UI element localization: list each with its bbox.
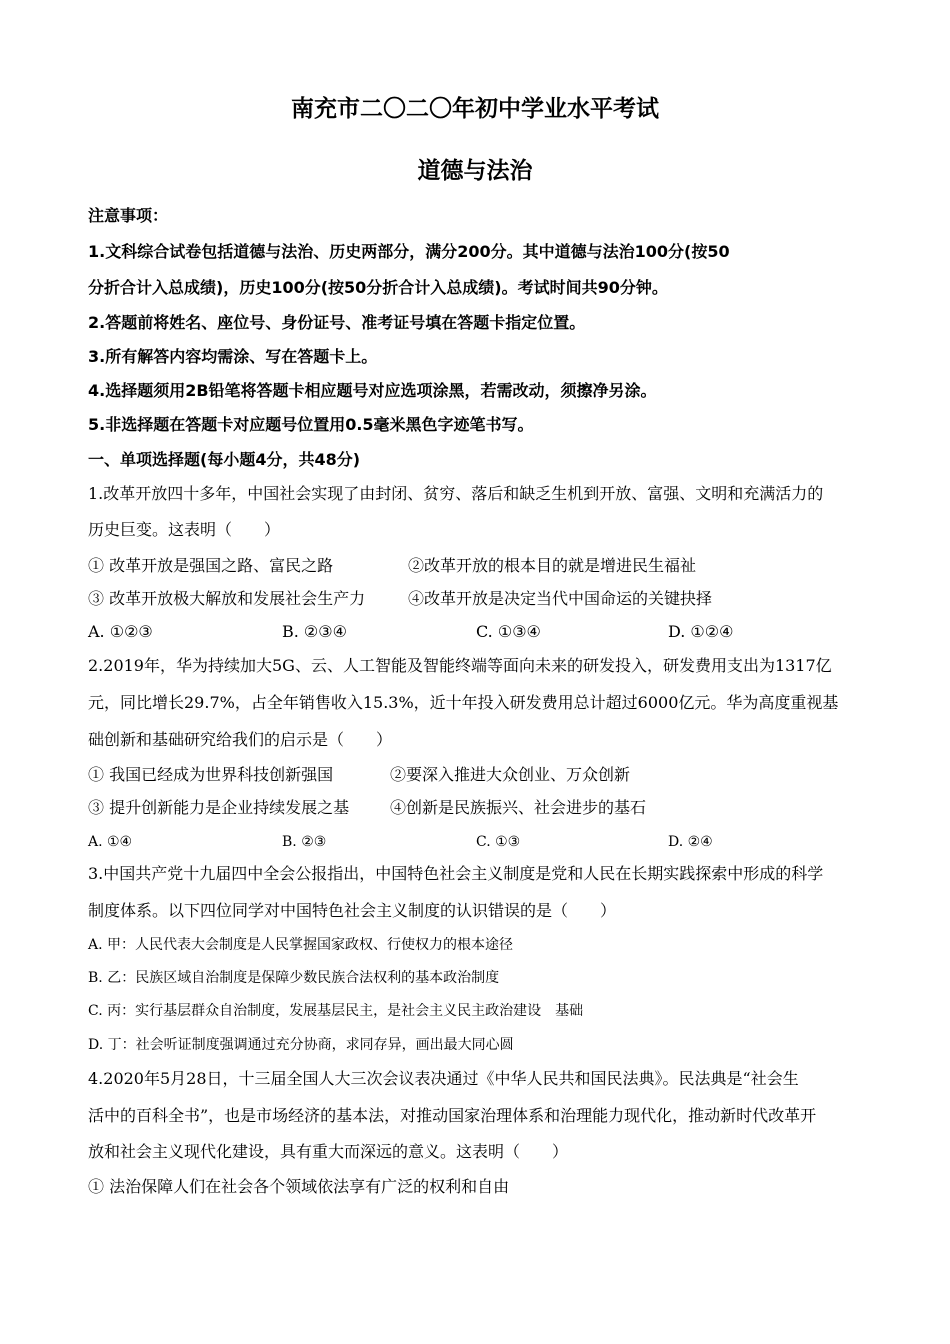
answer-choice: D. ①②④	[668, 622, 734, 641]
statement: ②要深入推进大众创业、万众创新	[390, 765, 631, 784]
statement: ① 改革开放是强国之路、富民之路	[88, 556, 334, 575]
answer-choice: A. ①④	[88, 834, 133, 850]
statement: ③ 提升创新能力是企业持续发展之基	[88, 798, 350, 817]
question-stem: 历史巨变。这表明（ ）	[88, 520, 281, 539]
statement: ④创新是民族振兴、社会进步的基石	[390, 798, 647, 817]
question-stem: 活中的百科全书”，也是市场经济的基本法，对推动国家治理体系和治理能力现代化，推动新时代改革开	[88, 1106, 817, 1125]
answer-choice: C. ①③④	[476, 622, 541, 641]
answer-choice: A. 甲：人民代表大会制度是人民掌握国家政权、行使权力的根本途径	[88, 937, 514, 953]
statement: ① 我国已经成为世界科技创新强国	[88, 765, 334, 784]
notice-item: 1.文科综合试卷包括道德与法治、历史两部分，满分200分。其中道德与法治100分(按50	[88, 242, 730, 261]
answer-choice: B. ②③	[282, 834, 327, 850]
answer-choice: C. ①③	[476, 834, 521, 850]
question-stem: 2.2019年，华为持续加大5G、云、人工智能及智能终端等面向未来的研发投入，研发费用支出为1317亿	[88, 656, 832, 675]
statement: ④改革开放是决定当代中国命运的关键抉择	[408, 589, 713, 608]
answer-choice: C. 丙：实行基层群众自治制度，发展基层民主，是社会主义民主政治建设 基础	[88, 1003, 584, 1019]
notice-item: 5.非选择题在答题卡对应题号位置用0.5毫米黑色字迹笔书写。	[88, 415, 534, 434]
question-stem: 制度体系。以下四位同学对中国特色社会主义制度的认识错误的是（ ）	[88, 901, 617, 920]
statement: ③ 改革开放极大解放和发展社会生产力	[88, 589, 366, 608]
exam-title: 南充市二〇二〇年初中学业水平考试	[291, 96, 659, 122]
answer-choice: D. 丁：社会听证制度强调通过充分协商，求同存异，画出最大同心圆	[88, 1037, 514, 1053]
statement: ②改革开放的根本目的就是增进民生福祉	[408, 556, 697, 575]
notice-item: 3.所有解答内容均需涂、写在答题卡上。	[88, 347, 378, 366]
answer-choice: D. ②④	[668, 834, 713, 850]
question-stem: 放和社会主义现代化建设，具有重大而深远的意义。这表明（ ）	[88, 1142, 569, 1161]
notice-heading: 注意事项：	[88, 206, 169, 225]
statement: ① 法治保障人们在社会各个领域依法享有广泛的权利和自由	[88, 1177, 510, 1196]
question-stem: 3.中国共产党十九届四中全会公报指出，中国特色社会主义制度是党和人民在长期实践探索中形成的科学	[88, 864, 824, 883]
question-stem: 元，同比增长29.7%，占全年销售收入15.3%，近十年投入研发费用总计超过6000亿元。华为高度重视基	[88, 693, 839, 712]
answer-choice: B. 乙：民族区域自治制度是保障少数民族合法权利的基本政治制度	[88, 970, 500, 986]
notice-item: 分折合计入总成绩)，历史100分(按50分折合计入总成绩)。考试时间共90分钟。	[88, 278, 668, 297]
notice-item: 2.答题前将姓名、座位号、身份证号、准考证号填在答题卡指定位置。	[88, 313, 586, 332]
question-stem: 4.2020年5月28日，十三届全国人大三次会议表决通过《中华人民共和国民法典》。民法典是“社会生	[88, 1069, 799, 1088]
question-stem: 1.改革开放四十多年，中国社会实现了由封闭、贫穷、落后和缺乏生机到开放、富强、文明和充满活力的	[88, 484, 824, 503]
exam-subject: 道德与法治	[417, 158, 533, 184]
answer-choice: B. ②③④	[282, 622, 347, 641]
answer-choice: A. ①②③	[88, 622, 153, 641]
notice-item: 4.选择题须用2B铅笔将答题卡相应题号对应选项涂黑，若需改动，须擦净另涂。	[88, 381, 657, 400]
question-stem: 础创新和基础研究给我们的启示是（ ）	[88, 730, 393, 749]
section-heading: 一、单项选择题(每小题4分，共48分)	[88, 450, 361, 469]
